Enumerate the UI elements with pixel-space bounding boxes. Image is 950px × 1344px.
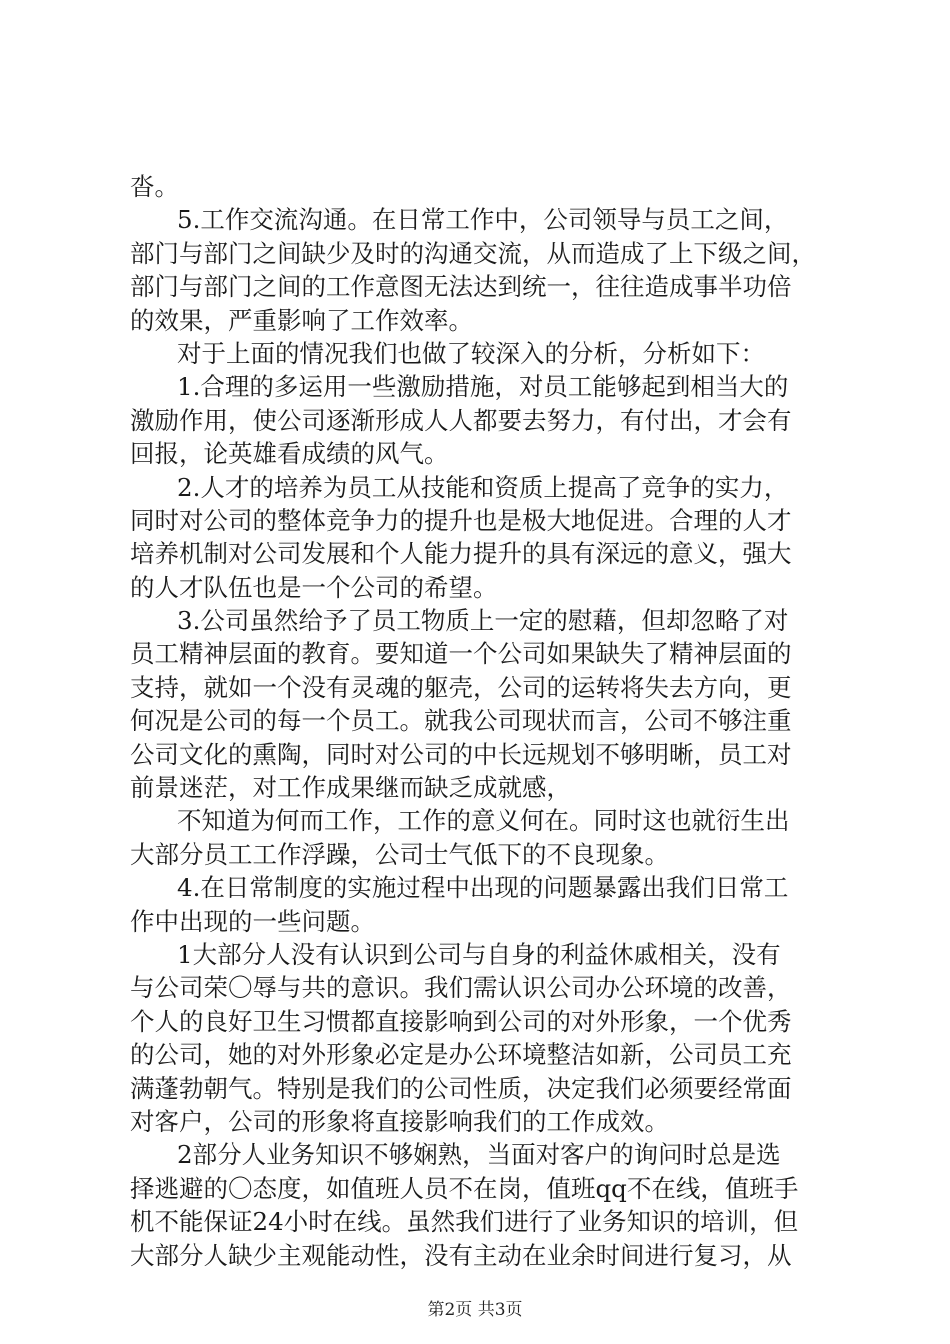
text-line: 员工精神层面的教育。要知道一个公司如果缺失了精神层面的 (130, 639, 792, 669)
text-line: 大部分员工工作浮躁，公司士气低下的不良现象。 (130, 839, 669, 869)
text-line: 1大部分人没有认识到公司与自身的利益休戚相关，没有 (177, 939, 781, 969)
page-footer: 第2页 共3页 (427, 1300, 523, 1320)
text-line: 1.合理的多运用一些激励措施，对员工能够起到相当大的 (177, 372, 789, 402)
text-line: 3.公司虽然给予了员工物质上一定的慰藉，但却忽略了对 (177, 606, 789, 636)
text-line: 沓。 (130, 172, 179, 201)
text-line: 2.人才的培养为员工从技能和资质上提高了竞争的实力， (177, 472, 789, 502)
text-line: 大部分人缺少主观能动性，没有主动在业余时间进行复习，从 (130, 1240, 792, 1270)
text-line: 不知道为何而工作，工作的意义何在。同时这也就衍生出 (177, 806, 790, 836)
text-line: 同时对公司的整体竞争力的提升也是极大地促进。合理的人才 (130, 505, 792, 535)
text-line: 支持，就如一个没有灵魂的躯壳，公司的运转将失去方向，更 (130, 672, 792, 702)
text-line: 部门与部门之间的工作意图无法达到统一，往往造成事半功倍 (130, 272, 792, 302)
text-line: 何况是公司的每一个员工。就我公司现状而言，公司不够注重 (130, 706, 792, 736)
text-line: 作中出现的一些问题。 (130, 906, 375, 936)
body-text (130, 170, 840, 1272)
text-line: 满蓬勃朝气。特别是我们的公司性质，决定我们必须要经常面 (130, 1073, 792, 1103)
text-line: 4.在日常制度的实施过程中出现的问题暴露出我们日常工 (177, 873, 789, 903)
text-line: 择逃避的〇态度，如值班人员不在岗，值班qq不在线，值班手 (130, 1173, 799, 1203)
text-line: 的人才队伍也是一个公司的希望。 (130, 572, 498, 602)
text-line: 的公司，她的对外形象必定是办公环境整洁如新，公司员工充 (130, 1040, 792, 1070)
text-line: 与公司荣〇辱与共的意识。我们需认识公司办公环境的改善， (130, 973, 792, 1003)
text-line: 机不能保证24小时在线。虽然我们进行了业务知识的培训，但 (130, 1207, 799, 1237)
text-line: 个人的良好卫生习惯都直接影响到公司的对外形象，一个优秀 (130, 1006, 792, 1036)
text-line: 激励作用，使公司逐渐形成人人都要去努力，有付出，才会有 (130, 405, 792, 435)
text-line: 部门与部门之间缺少及时的沟通交流，从而造成了上下级之间， (130, 238, 816, 268)
text-line: 对客户，公司的形象将直接影响我们的工作成效。 (130, 1106, 669, 1136)
text-line: 2部分人业务知识不够娴熟，当面对客户的询问时总是选 (177, 1140, 781, 1170)
text-line: 公司文化的熏陶，同时对公司的中长远规划不够明晰，员工对 (130, 739, 792, 769)
text-line: 对于上面的情况我们也做了较深入的分析，分析如下： (177, 338, 765, 368)
text-line: 前景迷茫，对工作成果继而缺乏成就感， (130, 773, 571, 803)
text-line: 的效果，严重影响了工作效率。 (130, 305, 473, 335)
text-line: 回报，论英雄看成绩的风气。 (130, 439, 449, 469)
text-line: 5.工作交流沟通。在日常工作中，公司领导与员工之间， (177, 205, 789, 235)
text-line: 培养机制对公司发展和个人能力提升的具有深远的意义，强大 (130, 539, 792, 569)
